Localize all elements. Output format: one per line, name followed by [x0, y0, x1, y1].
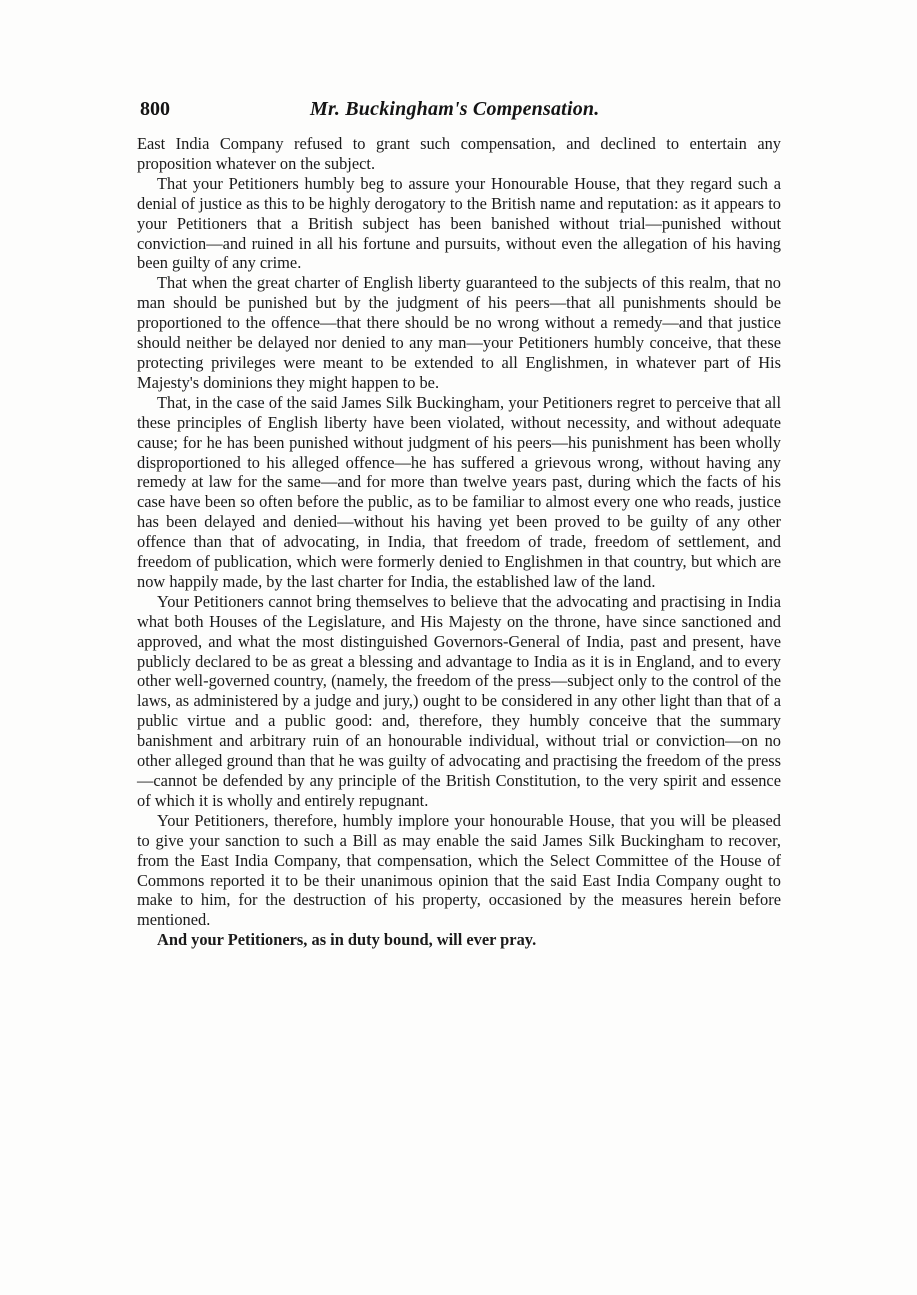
paragraph-continuation: East India Company refused to grant such compensation, and declined to entertain any proposition whatever on the subject.: [137, 134, 781, 173]
petition-body: [137, 134, 781, 950]
paragraph-great-charter: That when the great charter of English liberty guaranteed to the subjects of this realm, that no man should be punished but by the judgment of his peers—that all punishments should be proportioned to the offence—that there should be no wrong without a remedy—and that justice should neither be delayed nor denied to any man—your Petitioners humbly conceive, that these protecting privileges were meant to be extended to all Englishmen, in whatever part of His Majesty's dominions they might happen to be.: [137, 273, 781, 392]
running-title: Mr. Buckingham's Compensation.: [310, 98, 600, 120]
page-number: 800: [140, 98, 170, 120]
paragraph-freedom-of-press: Your Petitioners cannot bring themselves to believe that the advocating and practising in India what both Houses of the Legislature, and His Majesty on the throne, have since sanctioned and approved, and what the most distinguished Governors-General of India, past and present, have publicly declared to be as great a blessing and advantage to India as it is in England, and to every other well-governed country, (namely, the freedom of the press—subject only to the control of the laws, as administered by a judge and jury,) ought to be considered in any other light than that of a public virtue and a public good: and, therefore, they humbly conceive that the summary banishment and arbitrary ruin of an honourable individual, without trial or conviction—on no other alleged ground than that he was guilty of advocating and practising the freedom of the press—cannot be defended by any principle of the British Constitution, to the very spirit and essence of which it is wholly and entirely repugnant.: [137, 591, 781, 810]
page-header: [140, 98, 780, 130]
paragraph-case-of-buckingham: That, in the case of the said James Silk Buckingham, your Petitioners regret to perceive that all these principles of English liberty have been violated, without necessity, and without adequate cause; for he has been punished without judgment of his peers—his punishment has been wholly disproportioned to his alleged offence—he has suffered a grievous wrong, without having any remedy at law for the same—and for more than twelve years past, during which the facts of his case have been so often before the public, as to be familiar to almost every one who reads, justice has been delayed and denied—without his having yet been proved to be guilty of any other offence than that of advocating, in India, that freedom of trade, freedom of settlement, and freedom of publication, which were formerly denied to Englishmen in that country, but which are now happily made, by the last charter for India, the established law of the land.: [137, 392, 781, 591]
paragraph-closing: And your Petitioners, as in duty bound, will ever pray.: [157, 930, 537, 950]
paragraph-denial-of-justice: That your Petitioners humbly beg to assure your Honourable House, that they regard such a denial of justice as this to be highly derogatory to the British name and reputation: as it appears to your Petitioners that a British subject has been banished without trial—punished without conviction—and ruined in all his fortune and pursuits, without even the allegation of his having been guilty of any crime.: [137, 173, 781, 273]
paragraph-prayer-for-bill: Your Petitioners, therefore, humbly implore your honourable House, that you will be pleased to give your sanction to such a Bill as may enable the said James Silk Buckingham to recover, from the East India Company, that compensation, which the Select Committee of the House of Commons reported it to be their unanimous opinion that the said East India Company ought to make to him, for the destruction of his property, occasioned by the measures herein before mentioned.: [137, 810, 781, 930]
